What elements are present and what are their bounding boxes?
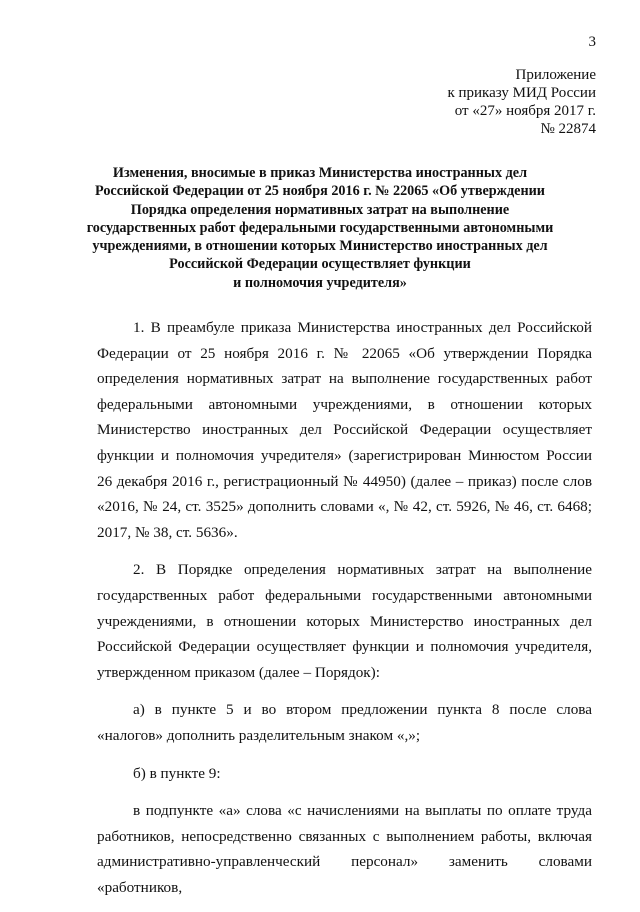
title-line: Российской Федерации осуществляет функции bbox=[169, 256, 471, 273]
paragraph-3: а) в пункте 5 и во втором предложении пункта 8 после слова «налогов» дополнить разделительным знаком «,»; bbox=[97, 701, 592, 744]
paragraph-2: 2. В Порядке определения нормативных затрат на выполнение государственных работ федеральными государственными автономными учреждениями, в отношении которых Министерство иностранных дел Российской Федерации осуществляет функции и полномочия учредителя, утвержденном приказом (далее – Порядок): bbox=[97, 561, 592, 681]
title-line: Российской Федерации от 25 ноября 2016 г. № 22065 «Об утверждении bbox=[95, 183, 545, 200]
appendix-header bbox=[447, 66, 596, 138]
title-line: и полномочия учредителя» bbox=[233, 274, 407, 291]
appendix-label: Приложение bbox=[515, 67, 596, 83]
title-line: Порядка определения нормативных затрат на выполнение bbox=[130, 201, 510, 218]
title-line: государственных работ федеральными государственными автономными bbox=[86, 219, 554, 236]
paragraph-4: б) в пункте 9: bbox=[133, 764, 221, 782]
title-line: учреждениями, в отношении которых Министерство иностранных дел bbox=[92, 238, 548, 255]
paragraph-1: 1. В преамбуле приказа Министерства иностранных дел Российской Федерации от 25 ноября 2016 г. № 22065 «Об утверждении Порядка определения нормативных затрат на выполнение государственных работ федеральными автономными учреждениями, в отношении которых Министерство иностранных дел Российской Федерации осуществляет функции и полномочия учредителя» (зарегистрирован Минюстом России 26 декабря 2016 г., регистрационный № 44950) (далее – приказ) после слов «2016, № 24, ст. 3525» дополнить словами «, № 42, ст. 5926, № 46, ст. 6468; 2017, № 38, ст. 5636». bbox=[97, 319, 592, 541]
paragraph-5: в подпункте «а» слова «с начислениями на выплаты по оплате труда работников, непосредственно связанных с выполнением работы, включая административно-управленческий персонал» заменить словами «работников, bbox=[97, 802, 592, 896]
document-body bbox=[97, 315, 592, 912]
appendix-order-ref: к приказу МИД России bbox=[447, 85, 596, 101]
page-number: 3 bbox=[588, 34, 596, 50]
title-line: Изменения, вносимые в приказ Министерства иностранных дел bbox=[112, 165, 528, 181]
appendix-order-number: № 22874 bbox=[540, 121, 596, 137]
document-title bbox=[70, 164, 570, 292]
appendix-order-date: от «27» ноября 2017 г. bbox=[454, 103, 596, 119]
